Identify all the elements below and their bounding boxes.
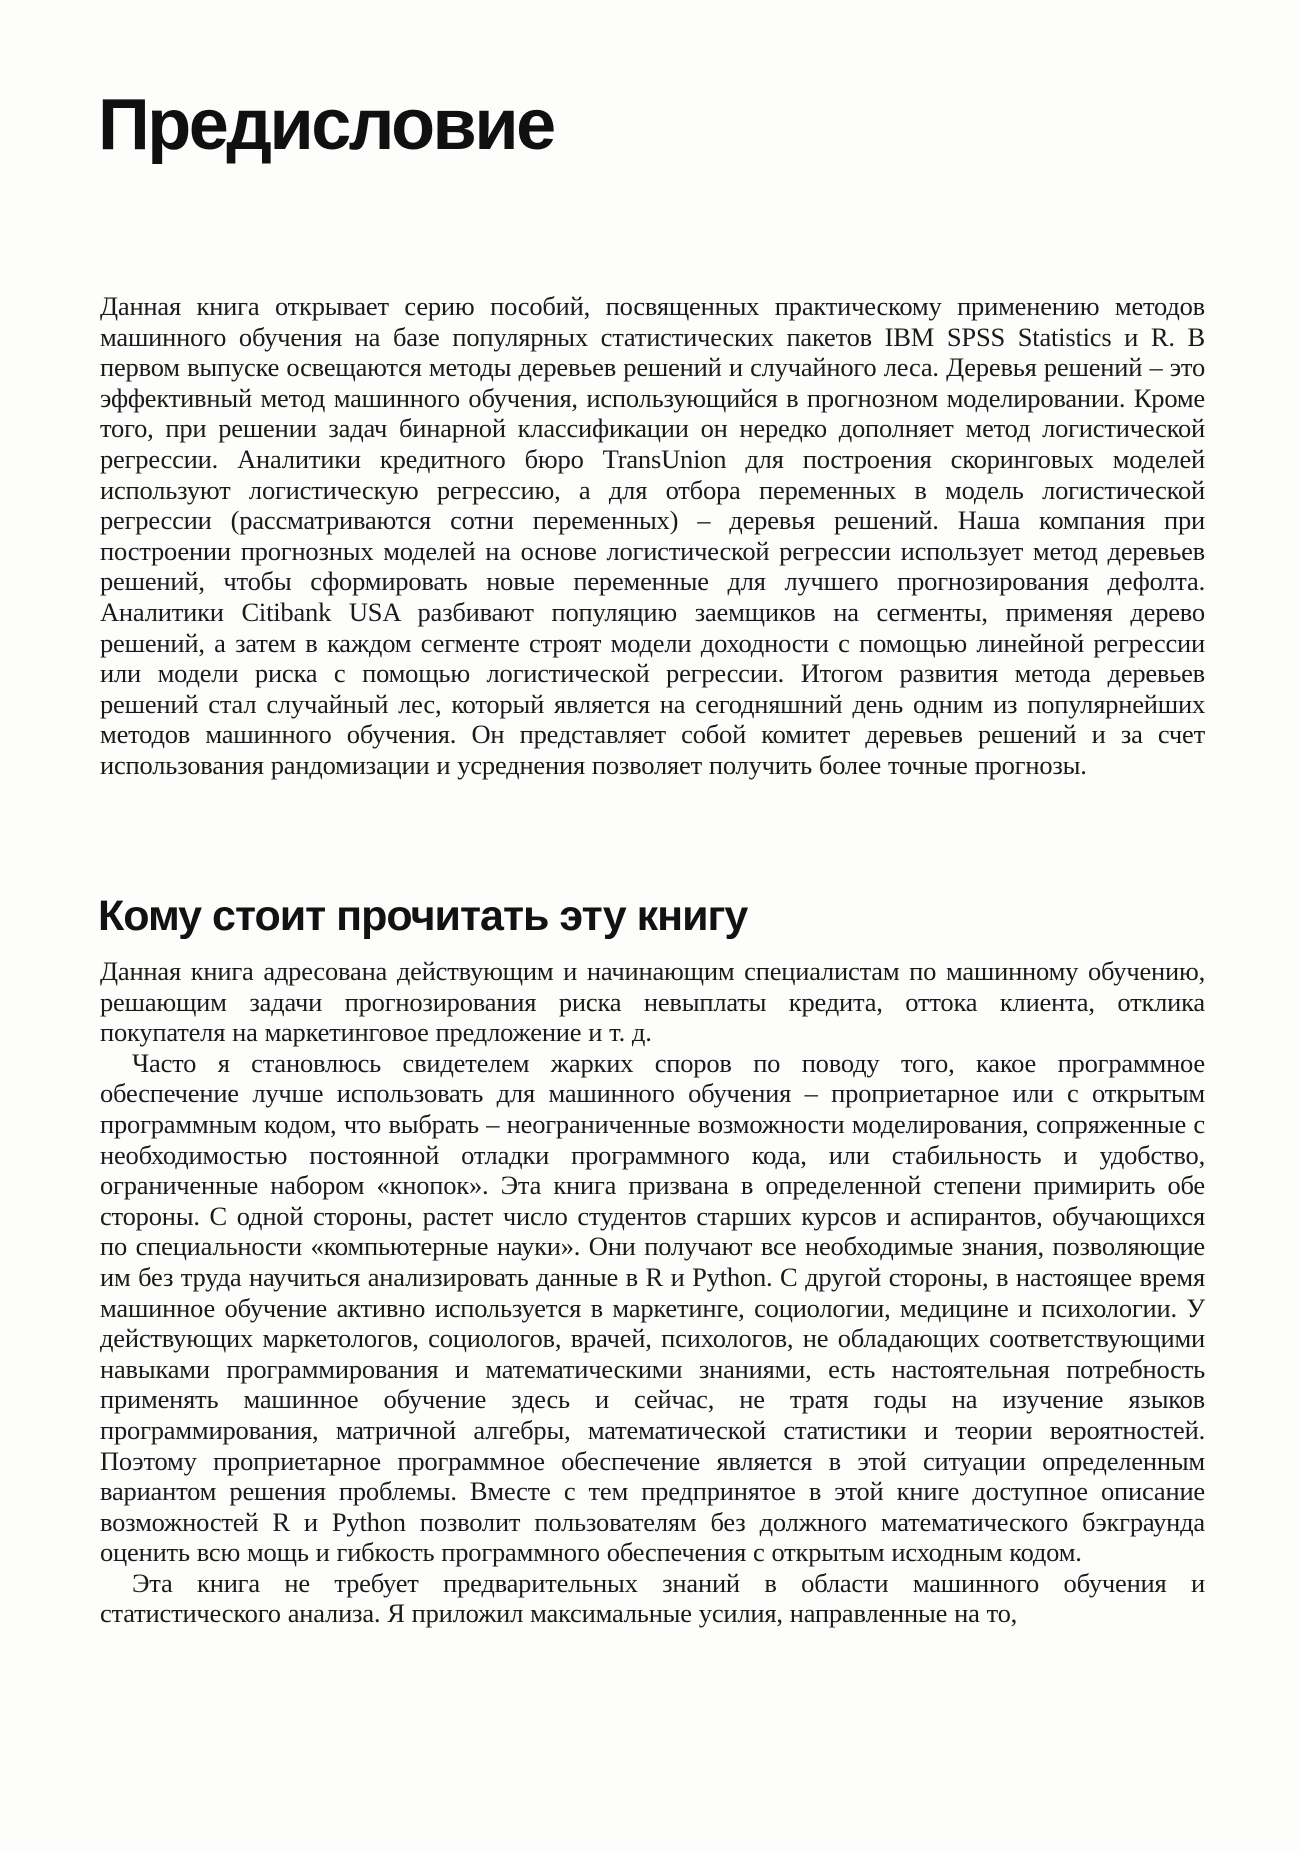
section-paragraph-1: Данная книга адресована действующим и начинающим специалистам по машинному обучению, решающим задачи прогнозирования риска невыплаты кредита, оттока клиента, отклика покупателя на маркетинговое предложение и т. д. <box>100 956 1205 1048</box>
section-body <box>100 956 1205 1629</box>
page-title: Предисловие <box>98 85 554 165</box>
section-heading: Кому стоит прочитать эту книгу <box>98 892 748 940</box>
section-paragraph-2: Часто я становлюсь свидетелем жарких споров по поводу того, какое программное обеспечение лучше использовать для машинного обучения – проприетарное или с открытым программным кодом, что выбрать – неограниченные возможности моделирования, сопряженные с необходимостью постоянной отладки программного кода, или стабильность и удобство, ограниченные набором «кнопок». Эта книга призвана в определенной степени примирить обе стороны. С одной стороны, растет число студентов старших курсов и аспирантов, обучающихся по специальности «компьютерные науки». Они получают все необходимые знания, позволяющие им без труда научиться анализировать данные в R и Python. С другой стороны, в настоящее время машинное обучение активно используется в маркетинге, социологии, медицине и психологии. У действующих маркетологов, социологов, врачей, психологов, не обладающих соответствующими навыками программирования и математическими знаниями, есть настоятельная потребность применять машинное обучение здесь и сейчас, не тратя годы на изучение языков программирования, матричной алгебры, математической статистики и теории вероятностей. Поэтому проприетарное программное обеспечение является в этой ситуации определенным вариантом решения проблемы. Вместе с тем предпринятое в этой книге доступное описание возможностей R и Python позволит пользователям без должного математического бэкграунда оценить всю мощь и гибкость программного обеспечения с открытым исходным кодом. <box>100 1047 1205 1568</box>
intro-paragraph: Данная книга открывает серию пособий, посвященных практическому применению методов машинного обучения на базе популярных статистических пакетов IBM SPSS Statistics и R. В первом выпуске освещаются методы деревьев решений и случайного леса. Деревья решений – это эффективный метод машинного обучения, использующийся в прогнозном моделировании. Кроме того, при решении задач бинарной классификации он нередко дополняет метод логистической регрессии. Аналитики кредитного бюро TransUnion для построения скоринговых моделей используют логистическую регрессию, а для отбора переменных в модель логистической регрессии (рассматриваются сотни переменных) – деревья решений. Наша компания при построении прогнозных моделей на основе логистической регрессии использует метод деревьев решений, чтобы сформировать новые переменные для лучшего прогнозирования дефолта. Аналитики Citibank USA разбивают популяцию заемщиков на сегменты, применяя дерево решений, а затем в каждом сегменте строят модели доходности с помощью линейной регрессии или модели риска с помощью логистической регрессии. Итогом развития метода деревьев решений стал случайный лес, который является на сегодняшний день одним из популярнейших методов машинного обучения. Он представляет собой комитет деревьев решений и за счет использования рандомизации и усреднения позволяет получить более точные прогнозы. <box>100 291 1205 780</box>
section-paragraph-3: Эта книга не требует предварительных знаний в области машинного обучения и статистического анализа. Я приложил максимальные усилия, направленные на то, <box>100 1567 1205 1629</box>
